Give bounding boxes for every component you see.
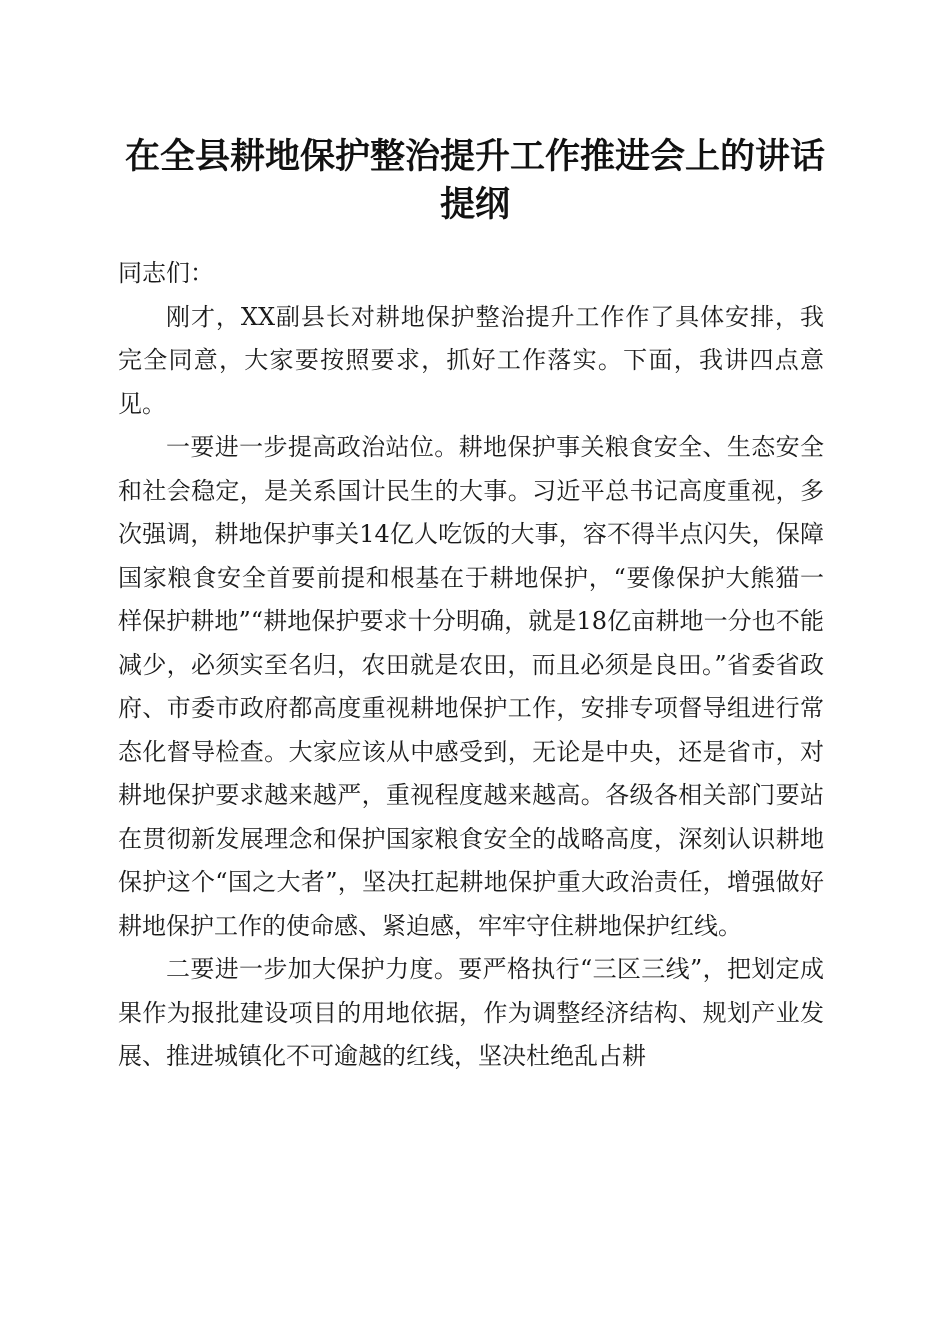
paragraph-point-two: 二要进一步加大保护力度。要严格执行“三区三线”，把划定成果作为报批建设项目的用地依据，作为调整经济结构、规划产业发展、推进城镇化不可逾越的红线，坚决杜绝乱占耕: [118, 955, 824, 1070]
title-line-1: 在全县耕地保护整治提升工作推进会上的讲话: [124, 136, 825, 177]
paragraph-intro: 刚才，XX副县长对耕地保护整治提升工作作了具体安排，我完全同意，大家要按照要求，抓好工作落实。下面，我讲四点意见。: [118, 302, 824, 418]
salutation: 同志们：: [118, 259, 214, 287]
title-line-2: 提纲: [439, 184, 510, 225]
document-title: [110, 133, 840, 229]
document-body: [118, 252, 824, 1079]
paragraph-point-one: 一要进一步提高政治站位。耕地保护事关粮食安全、生态安全和社会稳定，是关系国计民生的大事。习近平总书记高度重视，多次强调，耕地保护事关14亿人吃饭的大事，容不得半点闪失，保障国家粮食安全首要前提和根基在于耕地保护，“要像保护大熊猫一样保护耕地”“耕地保护要求十分明确，就是18亿亩耕地一分也不能减少，必须实至名归，农田就是农田，而且必须是良田。”省委省政府、市委市政府都高度重视耕地保护工作，安排专项督导组进行常态化督导检查。大家应该从中感受到，无论是中央，还是省市，对耕地保护要求越来越严，重视程度越来越高。各级各相关部门要站在贯彻新发展理念和保护国家粮食安全的战略高度，深刻认识耕地保护这个“国之大者”，坚决扛起耕地保护重大政治责任，增强做好耕地保护工作的使命感、紧迫感，牢牢守住耕地保护红线。: [118, 433, 824, 940]
